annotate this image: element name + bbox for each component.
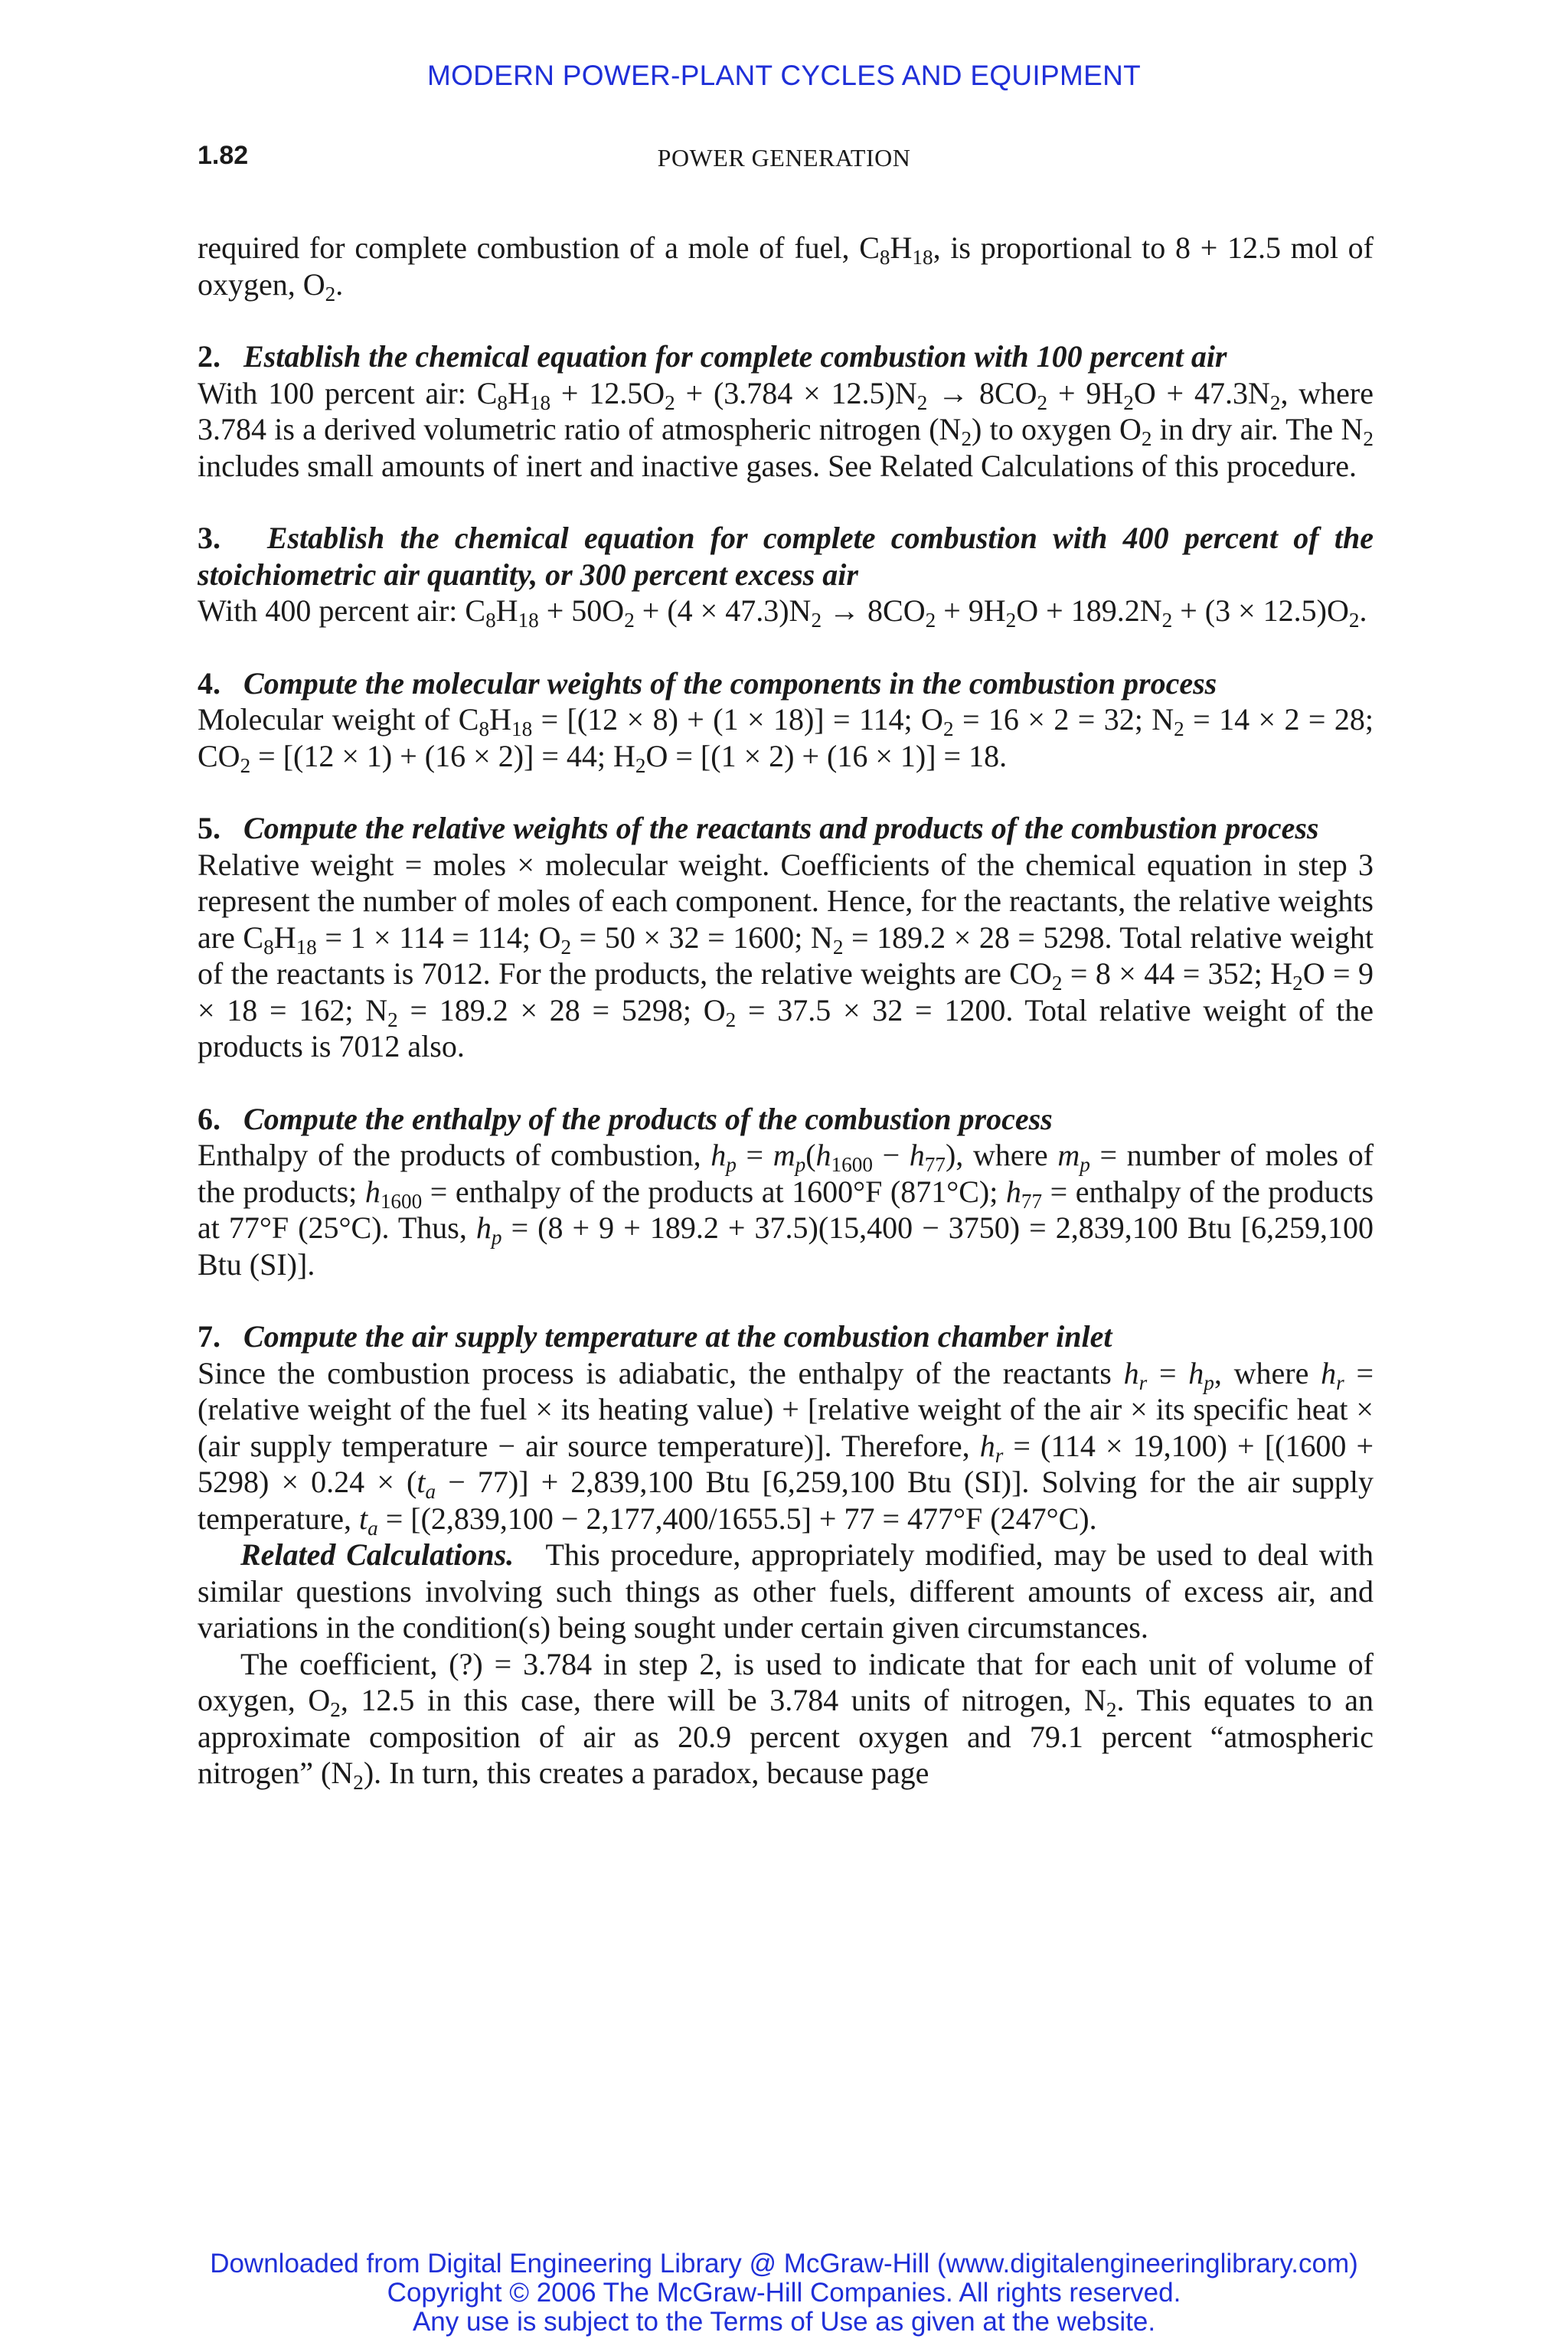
related-calculations-text: This procedure, appropriately modified, may be used to deal with similar questions involving such things as other fuels, different amounts of excess air, and variations in the condition(s) being sought under certain given circumstances. [198, 1537, 1374, 1645]
step-body: Since the combustion process is adiabatic, the enthalpy of the reactants $h_r = h_p$, where $h_r$ = (relative weight of the fuel × its heating value) + [relative weight of the air × its specific heat × (air supply temperature − air source temperature)]. Therefore, $h_r = (114 \times 19,100) + [(1600 + 5298) \times 0.24 \times (t_a - 77)] + 2,839,100$ Btu [6,259,100 Btu (SI)]. Solving for the air supply temperature, $t_a = [(2,839,100 - 2,177,400/1655.5] + 77 = 477^\circ F$ (247°C). [198, 1355, 1374, 1540]
step-body: With 100 percent air: $C_8H_{18} + 12.5O_2 + (3.784 \times 12.5)N_2 \to 8CO_2 + 9H_2O + 47.3N_2$, where 3.784 is a derived volumetric ratio of atmospheric nitrogen $(N_2)$ to oxygen $O_2$ in dry air. The $N_2$ includes small amounts of inert and inactive gases. See Related Calculations of this procedure. [198, 375, 1374, 483]
step-heading: Compute the relative weights of the reactants and products of the combustion process [243, 811, 1319, 845]
page-number: 1.82 [198, 141, 249, 170]
step-body: Molecular weight of $C_8H_{18} = [(12 \times 8) + (1 \times 18)] = 114$; $O_2 = 16 \times 2 = 32$; $N_2 = 14 \times 2 = 28$; $CO_2 = [(12 \times 1) + (16 \times 2)] = 44$; $H_2O = [(1 \times 2) + (16 \times 1)] = 18$. [198, 702, 1374, 777]
download-footer [0, 2249, 1568, 2337]
related-calculations-paragraph [198, 1537, 1374, 1646]
step-3 [198, 520, 1374, 632]
step-number: 7. [198, 1319, 220, 1354]
step-heading: Establish the chemical equation for complete combustion with 400 percent of the stoichiometric air quantity, or 300 percent excess air [198, 521, 1374, 592]
step-number: 3. [198, 521, 220, 555]
step-heading: Establish the chemical equation for complete combustion with 100 percent air [243, 339, 1227, 374]
step-body: Relative weight = moles × molecular weight. Coefficients of the chemical equation in step 3 represent the number of moles of each component. Hence, for the reactants, the relative weights are $C_8H_{18} = 1 \times 114 = 114$; $O_2 = 50 \times 32 = 1600$; $N_2 = 189.2 \times 28 = 5298$. Total relative weight of the reactants is 7012. For the products, the relative weights are $CO_2 = 8 \times 44 = 352$; $H_2O = 9 \times 18 = 162$; $N_2 = 189.2 \times 28 = 5298$; $O_2 = 37.5 \times 32 = 1200$. Total relative weight of the products is 7012 also. [198, 847, 1374, 1063]
step-heading: Compute the air supply temperature at the combustion chamber inlet [243, 1319, 1112, 1354]
coefficient-paragraph: The coefficient, (?) = 3.784 in step 2, is used to indicate that for each unit of volume of oxygen, $O_2$, 12.5 in this case, there will be 3.784 units of nitrogen, $N_2$. This equates to an approximate composition of air as 20.9 percent oxygen and 79.1 percent “atmospheric nitrogen” $(N_2)$. In turn, this creates a paradox, because page [198, 1646, 1374, 1795]
step-number: 6. [198, 1101, 220, 1136]
step-heading: Compute the molecular weights of the components in the combustion process [243, 665, 1217, 701]
book-title-banner: MODERN POWER-PLANT CYCLES AND EQUIPMENT [426, 60, 1142, 91]
footer-copyright-line: Copyright © 2006 The McGraw-Hill Companies. All rights reserved. [387, 2278, 1181, 2308]
step-number: 2. [198, 339, 220, 374]
step-2 [198, 338, 1374, 484]
related-calculations-label: Related Calculations. [240, 1537, 514, 1572]
step-5 [198, 810, 1374, 1065]
footer-terms-line: Any use is subject to the Terms of Use as given at the website. [412, 2307, 1156, 2337]
running-head: POWER GENERATION [657, 144, 911, 172]
step-number: 4. [198, 665, 220, 701]
footer-source-line: Downloaded from Digital Engineering Library @ McGraw-Hill (www.digitalengineeringlibrary.com) [210, 2249, 1358, 2278]
step-body: Enthalpy of the products of combustion, $h_p = m_p(h_{1600} - h_{77})$, where $m_p$ = number of moles of the products; $h_{1600}$ = enthalpy of the products at 1600°F (871°C); $h_{77}$ = enthalpy of the products at 77°F (25°C). Thus, $h_p = (8 + 9 + 189.2 + 37.5)(15,400 - 3750) = 2,839,100$ Btu [6,259,100 Btu (SI)]. [198, 1138, 1374, 1282]
step-number: 5. [198, 811, 220, 845]
page-body [198, 230, 1374, 1795]
intro-paragraph: required for complete combustion of a mole of fuel, $C_8H_{18}$, is proportional to 8 + 12.5 mol of oxygen, $O_2$. [198, 230, 1374, 305]
step-6 [198, 1101, 1374, 1283]
step-body: With 400 percent air: $C_8H_{18} + 50O_2 + (4 \times 47.3)N_2 \to 8CO_2 + 9H_2O + 189.2N_2 + (3 \times 12.5)O_2$. [198, 593, 1367, 632]
step-heading: Compute the enthalpy of the products of the combustion process [243, 1101, 1053, 1136]
step-7 [198, 1318, 1374, 1540]
step-4 [198, 665, 1374, 775]
